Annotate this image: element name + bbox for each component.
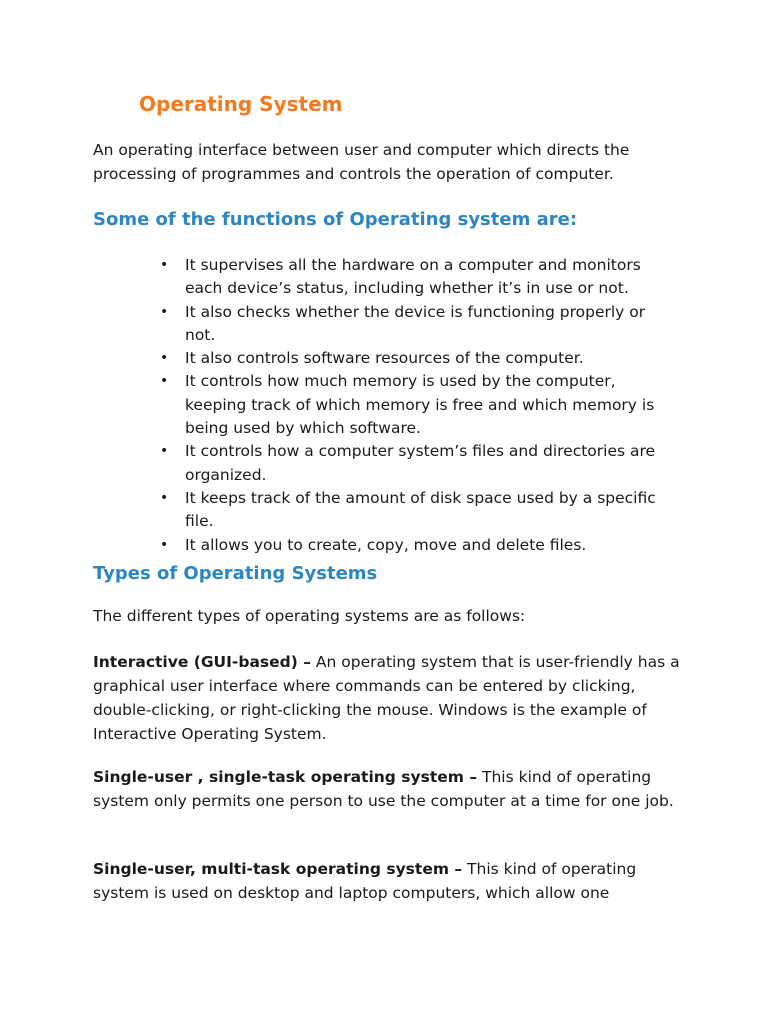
type-entry-interactive xyxy=(93,650,693,746)
list-item xyxy=(160,487,680,534)
type-description: This kind of operating system only permits one person to use the computer at a time for one job. xyxy=(93,768,674,810)
type-description: An operating system that is user-friendly has a graphical user interface where commands can be entered by clicking, double-clicking, or right-clicking the mouse. Windows is the example of Interactive Operating System. xyxy=(93,653,680,743)
list-item-text: It controls how a computer system’s files and directories are organized. xyxy=(185,442,656,484)
list-item-text: It also checks whether the device is functioning properly or not. xyxy=(185,302,646,344)
types-heading: Types of Operating Systems xyxy=(93,563,378,584)
bullet-icon: • xyxy=(160,257,169,273)
bullet-icon: • xyxy=(160,536,169,553)
functions-list xyxy=(160,254,680,557)
type-term: Single-user , single-task operating system – xyxy=(93,768,478,786)
bullet-icon: • xyxy=(160,373,169,390)
type-description: This kind of operating system is used on desktop and laptop computers, which allow one xyxy=(93,860,637,902)
list-item xyxy=(160,301,680,348)
types-intro: The different types of operating systems are as follows: xyxy=(93,607,526,625)
list-item-text: It also controls software resources of the computer. xyxy=(185,349,584,368)
bullet-icon: • xyxy=(160,350,169,367)
list-item xyxy=(160,534,680,557)
list-item xyxy=(160,254,680,301)
type-term: Single-user, multi-task operating system – xyxy=(93,860,463,878)
list-item-text: It keeps track of the amount of disk space used by a specific file. xyxy=(185,488,656,531)
type-term: Interactive (GUI-based) – xyxy=(93,653,311,671)
list-item-text: It supervises all the hardware on a computer and monitors each device’s status, including whether it’s in use or not. xyxy=(185,256,641,298)
page-title: Operating System xyxy=(139,92,343,116)
list-item xyxy=(160,370,680,440)
type-entry-single-task xyxy=(93,765,693,813)
list-item xyxy=(160,440,680,487)
list-item xyxy=(160,347,680,370)
type-entry-multi-task xyxy=(93,857,693,905)
functions-heading: Some of the functions of Operating system are: xyxy=(93,209,578,230)
bullet-icon: • xyxy=(160,489,169,506)
list-item-text: It controls how much memory is used by the computer, keeping track of which memory is free and which memory is being used by which software. xyxy=(185,372,655,438)
bullet-icon: • xyxy=(160,303,169,320)
list-item-text: It allows you to create, copy, move and delete files. xyxy=(185,535,587,554)
intro-paragraph: An operating interface between user and computer which directs the processing of programmes and controls the operation of computer. xyxy=(93,141,630,183)
bullet-icon: • xyxy=(160,443,169,460)
